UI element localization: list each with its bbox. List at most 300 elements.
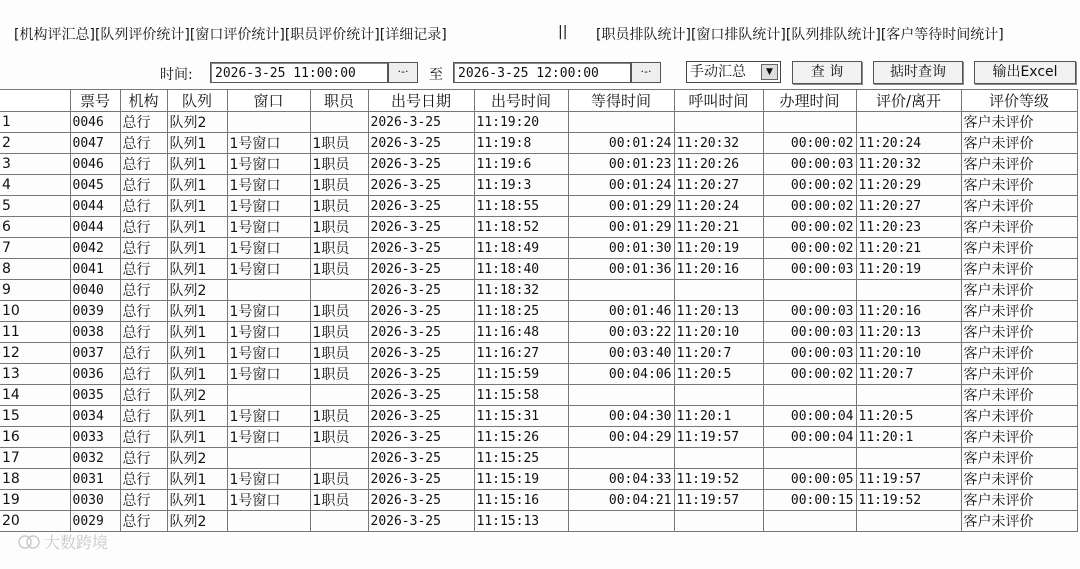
cell-eval-level: 客户未评价 xyxy=(961,406,1077,427)
nav-link-window-eval[interactable]: [窗口评价统计] xyxy=(189,27,285,43)
cell-ticket-no: 0038 xyxy=(70,322,120,343)
cell-eval-leave xyxy=(856,280,961,301)
cell-wait-time: 00:01:29 xyxy=(568,196,674,217)
cell-staff: 1职员 xyxy=(310,154,368,175)
cell-ticket-no: 0030 xyxy=(70,490,120,511)
cell-org: 总行 xyxy=(120,406,167,427)
cell-staff: 1职员 xyxy=(310,259,368,280)
cell-eval-leave: 11:20:32 xyxy=(856,154,961,175)
cell-handle-time: 00:00:02 xyxy=(763,217,856,238)
cell-org: 总行 xyxy=(120,259,167,280)
cell-wait-time: 00:04:29 xyxy=(568,427,674,448)
column-header-call-time[interactable]: 呼叫时间 xyxy=(674,90,763,112)
cell-org: 总行 xyxy=(120,112,167,133)
cell-ticket-no: 0039 xyxy=(70,301,120,322)
column-header-window[interactable]: 窗口 xyxy=(227,90,310,112)
cell-eval-level: 客户未评价 xyxy=(961,427,1077,448)
cell-staff: 1职员 xyxy=(310,490,368,511)
cell-handle-time: 00:00:02 xyxy=(763,133,856,154)
column-header-issue-time[interactable]: 出号时间 xyxy=(474,90,568,112)
cell-call-time: 11:20:21 xyxy=(674,217,763,238)
cell-issue-date: 2026-3-25 xyxy=(368,364,474,385)
table-row[interactable] xyxy=(0,175,1077,196)
cell-ticket-no: 0034 xyxy=(70,406,120,427)
cell-queue: 队列1 xyxy=(167,175,227,196)
cell-row-number: 6 xyxy=(0,217,70,238)
cell-issue-time: 11:19:3 xyxy=(474,175,568,196)
table-row[interactable] xyxy=(0,448,1077,469)
cell-org: 总行 xyxy=(120,427,167,448)
cell-eval-level: 客户未评价 xyxy=(961,385,1077,406)
cell-eval-leave: 11:20:13 xyxy=(856,322,961,343)
cell-handle-time: 00:00:04 xyxy=(763,406,856,427)
cell-wait-time xyxy=(568,448,674,469)
nav-link-queue-eval[interactable]: [队列评价统计] xyxy=(94,27,190,43)
cell-staff: 1职员 xyxy=(310,427,368,448)
cell-issue-date: 2026-3-25 xyxy=(368,511,474,532)
cell-window: 1号窗口 xyxy=(227,217,310,238)
end-time-input[interactable]: 2026-3-25 12:00:00 xyxy=(453,62,631,83)
cell-window xyxy=(227,448,310,469)
table-row[interactable] xyxy=(0,385,1077,406)
cell-org: 总行 xyxy=(120,133,167,154)
top-nav xyxy=(0,24,1080,50)
cell-org: 总行 xyxy=(120,175,167,196)
cell-window: 1号窗口 xyxy=(227,154,310,175)
cell-handle-time xyxy=(763,385,856,406)
cell-wait-time: 00:01:30 xyxy=(568,238,674,259)
cell-handle-time xyxy=(763,112,856,133)
cell-eval-level: 客户未评价 xyxy=(961,490,1077,511)
cell-issue-time: 11:15:31 xyxy=(474,406,568,427)
cell-issue-date: 2026-3-25 xyxy=(368,322,474,343)
nav-group-left xyxy=(14,24,447,44)
cell-row-number: 8 xyxy=(0,259,70,280)
column-header-ticket-no[interactable]: 票号 xyxy=(70,90,120,112)
cell-row-number: 11 xyxy=(0,322,70,343)
cell-eval-leave: 11:20:19 xyxy=(856,259,961,280)
cell-wait-time xyxy=(568,511,674,532)
cell-ticket-no: 0037 xyxy=(70,343,120,364)
cell-handle-time: 00:00:03 xyxy=(763,322,856,343)
column-header-eval-leave[interactable]: 评价/离开 xyxy=(856,90,961,112)
cell-wait-time: 00:04:30 xyxy=(568,406,674,427)
cell-issue-time: 11:15:16 xyxy=(474,490,568,511)
cell-org: 总行 xyxy=(120,448,167,469)
cell-ticket-no: 0036 xyxy=(70,364,120,385)
cell-handle-time: 00:00:03 xyxy=(763,259,856,280)
cell-queue: 队列1 xyxy=(167,196,227,217)
cell-queue: 队列2 xyxy=(167,448,227,469)
table-row[interactable] xyxy=(0,280,1077,301)
cell-ticket-no: 0041 xyxy=(70,259,120,280)
table-header-row xyxy=(0,90,1077,112)
cell-row-number: 10 xyxy=(0,301,70,322)
table-row[interactable] xyxy=(0,364,1077,385)
cell-org: 总行 xyxy=(120,280,167,301)
cell-row-number: 17 xyxy=(0,448,70,469)
cell-eval-level: 客户未评价 xyxy=(961,196,1077,217)
time-label: 时间: xyxy=(160,67,193,83)
cell-issue-date: 2026-3-25 xyxy=(368,133,474,154)
cell-window: 1号窗口 xyxy=(227,469,310,490)
cell-eval-level: 客户未评价 xyxy=(961,217,1077,238)
cell-org: 总行 xyxy=(120,196,167,217)
cell-window: 1号窗口 xyxy=(227,259,310,280)
cell-eval-leave: 11:19:57 xyxy=(856,469,961,490)
chevron-down-icon[interactable]: ▼ xyxy=(761,64,778,80)
table-row[interactable] xyxy=(0,238,1077,259)
cell-ticket-no: 0045 xyxy=(70,175,120,196)
cell-row-number: 12 xyxy=(0,343,70,364)
cell-queue: 队列1 xyxy=(167,343,227,364)
column-header-staff[interactable]: 职员 xyxy=(310,90,368,112)
cell-ticket-no: 0046 xyxy=(70,112,120,133)
cell-queue: 队列1 xyxy=(167,322,227,343)
table-row[interactable] xyxy=(0,217,1077,238)
cell-call-time: 11:19:57 xyxy=(674,427,763,448)
table-row[interactable] xyxy=(0,301,1077,322)
column-header-org[interactable]: 机构 xyxy=(120,90,167,112)
cell-queue: 队列1 xyxy=(167,259,227,280)
table-row[interactable] xyxy=(0,112,1077,133)
cell-call-time: 11:20:5 xyxy=(674,364,763,385)
cell-ticket-no: 0040 xyxy=(70,280,120,301)
cell-ticket-no: 0044 xyxy=(70,217,120,238)
cell-staff: 1职员 xyxy=(310,301,368,322)
cell-call-time: 11:19:52 xyxy=(674,469,763,490)
cell-org: 总行 xyxy=(120,343,167,364)
cell-eval-level: 客户未评价 xyxy=(961,280,1077,301)
cell-staff: 1职员 xyxy=(310,322,368,343)
cell-org: 总行 xyxy=(120,364,167,385)
cell-eval-leave: 11:20:24 xyxy=(856,133,961,154)
cell-issue-date: 2026-3-25 xyxy=(368,427,474,448)
cell-issue-time: 11:15:26 xyxy=(474,427,568,448)
cell-eval-leave: 11:20:29 xyxy=(856,175,961,196)
cell-eval-level: 客户未评价 xyxy=(961,301,1077,322)
dropdown-dots-icon: ·-· xyxy=(397,65,409,78)
cell-queue: 队列1 xyxy=(167,427,227,448)
cell-call-time xyxy=(674,448,763,469)
cell-issue-date: 2026-3-25 xyxy=(368,175,474,196)
cell-handle-time: 00:00:04 xyxy=(763,427,856,448)
cell-eval-level: 客户未评价 xyxy=(961,238,1077,259)
cell-call-time xyxy=(674,280,763,301)
cell-handle-time xyxy=(763,448,856,469)
table-row[interactable] xyxy=(0,259,1077,280)
cell-queue: 队列1 xyxy=(167,364,227,385)
cell-eval-leave: 11:20:23 xyxy=(856,217,961,238)
cell-wait-time: 00:01:46 xyxy=(568,301,674,322)
query-button[interactable]: 查 询 xyxy=(792,61,862,84)
start-time-input[interactable]: 2026-3-25 11:00:00 xyxy=(210,62,388,83)
cell-queue: 队列1 xyxy=(167,217,227,238)
cell-staff xyxy=(310,280,368,301)
cell-handle-time: 00:00:02 xyxy=(763,175,856,196)
cell-queue: 队列2 xyxy=(167,280,227,301)
cell-row-number: 4 xyxy=(0,175,70,196)
cell-wait-time: 00:01:24 xyxy=(568,133,674,154)
cell-issue-date: 2026-3-25 xyxy=(368,301,474,322)
cell-issue-time: 11:18:52 xyxy=(474,217,568,238)
cell-staff xyxy=(310,511,368,532)
cell-row-number: 20 xyxy=(0,511,70,532)
cell-wait-time: 00:04:33 xyxy=(568,469,674,490)
cell-wait-time: 00:01:29 xyxy=(568,217,674,238)
cell-handle-time: 00:00:05 xyxy=(763,469,856,490)
cell-call-time: 11:20:19 xyxy=(674,238,763,259)
cell-issue-time: 11:18:32 xyxy=(474,280,568,301)
dropdown-dots-icon: ·-· xyxy=(640,65,652,78)
nav-separator: || xyxy=(558,24,568,40)
cell-ticket-no: 0044 xyxy=(70,196,120,217)
watermark-text: 大数跨境 xyxy=(44,533,109,552)
cell-row-number: 1 xyxy=(0,112,70,133)
cell-wait-time xyxy=(568,280,674,301)
column-header-row-number[interactable] xyxy=(0,90,70,112)
cell-window xyxy=(227,112,310,133)
cell-call-time: 11:20:1 xyxy=(674,406,763,427)
cell-call-time: 11:20:13 xyxy=(674,301,763,322)
cell-issue-date: 2026-3-25 xyxy=(368,217,474,238)
cell-staff: 1职员 xyxy=(310,406,368,427)
mode-select-value: 手动汇总 xyxy=(690,64,746,80)
cell-wait-time: 00:03:22 xyxy=(568,322,674,343)
cell-eval-leave: 11:20:27 xyxy=(856,196,961,217)
cell-issue-time: 11:15:58 xyxy=(474,385,568,406)
start-time-dropdown-button[interactable] xyxy=(388,62,418,83)
cell-window xyxy=(227,511,310,532)
cell-queue: 队列1 xyxy=(167,238,227,259)
cell-staff: 1职员 xyxy=(310,469,368,490)
nav-link-staff-eval[interactable]: [职员评价统计] xyxy=(284,27,380,43)
to-label: 至 xyxy=(429,67,443,83)
cell-handle-time: 00:00:02 xyxy=(763,196,856,217)
cell-issue-date: 2026-3-25 xyxy=(368,406,474,427)
cell-call-time: 11:20:27 xyxy=(674,175,763,196)
cell-org: 总行 xyxy=(120,469,167,490)
cell-eval-leave xyxy=(856,448,961,469)
cell-row-number: 9 xyxy=(0,280,70,301)
cell-eval-leave: 11:20:5 xyxy=(856,406,961,427)
cell-ticket-no: 0029 xyxy=(70,511,120,532)
cell-wait-time xyxy=(568,112,674,133)
nav-link-org-summary[interactable]: [机构评汇总] xyxy=(14,27,95,43)
cell-staff: 1职员 xyxy=(310,133,368,154)
cell-eval-level: 客户未评价 xyxy=(961,175,1077,196)
cell-call-time xyxy=(674,112,763,133)
cell-org: 总行 xyxy=(120,301,167,322)
cell-wait-time: 00:03:40 xyxy=(568,343,674,364)
table-row[interactable] xyxy=(0,427,1077,448)
cell-window: 1号窗口 xyxy=(227,490,310,511)
table-row[interactable] xyxy=(0,490,1077,511)
cell-window: 1号窗口 xyxy=(227,427,310,448)
cell-org: 总行 xyxy=(120,490,167,511)
cell-eval-leave xyxy=(856,385,961,406)
cell-eval-level: 客户未评价 xyxy=(961,448,1077,469)
cell-wait-time: 00:04:21 xyxy=(568,490,674,511)
cell-wait-time: 00:01:23 xyxy=(568,154,674,175)
cell-issue-date: 2026-3-25 xyxy=(368,112,474,133)
cell-handle-time: 00:00:03 xyxy=(763,343,856,364)
column-header-queue[interactable]: 队列 xyxy=(167,90,227,112)
cell-window: 1号窗口 xyxy=(227,322,310,343)
cell-window: 1号窗口 xyxy=(227,343,310,364)
mode-select[interactable] xyxy=(686,61,781,83)
cell-call-time xyxy=(674,511,763,532)
cell-issue-time: 11:15:19 xyxy=(474,469,568,490)
cell-queue: 队列2 xyxy=(167,385,227,406)
cell-eval-leave: 11:20:21 xyxy=(856,238,961,259)
cell-wait-time: 00:01:36 xyxy=(568,259,674,280)
nav-link-window-queue[interactable]: [窗口排队统计] xyxy=(690,27,786,43)
cell-ticket-no: 0042 xyxy=(70,238,120,259)
cell-staff: 1职员 xyxy=(310,364,368,385)
cell-issue-time: 11:16:27 xyxy=(474,343,568,364)
cell-org: 总行 xyxy=(120,217,167,238)
cell-row-number: 5 xyxy=(0,196,70,217)
cell-window: 1号窗口 xyxy=(227,301,310,322)
filter-bar xyxy=(0,60,1080,88)
watermark-logo-icon xyxy=(18,534,40,550)
cell-issue-date: 2026-3-25 xyxy=(368,154,474,175)
table-row[interactable] xyxy=(0,322,1077,343)
cell-window: 1号窗口 xyxy=(227,406,310,427)
cell-org: 总行 xyxy=(120,322,167,343)
cell-issue-date: 2026-3-25 xyxy=(368,343,474,364)
cell-window: 1号窗口 xyxy=(227,133,310,154)
cell-org: 总行 xyxy=(120,511,167,532)
cell-issue-time: 11:19:20 xyxy=(474,112,568,133)
cell-ticket-no: 0047 xyxy=(70,133,120,154)
end-time-dropdown-button[interactable] xyxy=(631,62,661,83)
cell-row-number: 2 xyxy=(0,133,70,154)
cell-staff xyxy=(310,112,368,133)
watermark xyxy=(18,530,108,553)
cell-staff: 1职员 xyxy=(310,217,368,238)
cell-eval-leave: 11:20:1 xyxy=(856,427,961,448)
cell-ticket-no: 0031 xyxy=(70,469,120,490)
cell-handle-time xyxy=(763,280,856,301)
cell-org: 总行 xyxy=(120,154,167,175)
cell-eval-leave: 11:20:7 xyxy=(856,364,961,385)
nav-link-queue-queue[interactable]: [队列排队统计] xyxy=(785,27,881,43)
cell-row-number: 7 xyxy=(0,238,70,259)
cell-call-time: 11:20:26 xyxy=(674,154,763,175)
table-row[interactable] xyxy=(0,133,1077,154)
cell-issue-time: 11:19:6 xyxy=(474,154,568,175)
cell-row-number: 16 xyxy=(0,427,70,448)
cell-queue: 队列1 xyxy=(167,301,227,322)
column-header-eval-level[interactable]: 评价等级 xyxy=(961,90,1077,112)
cell-eval-leave: 11:20:10 xyxy=(856,343,961,364)
cell-eval-leave xyxy=(856,112,961,133)
cell-row-number: 14 xyxy=(0,385,70,406)
cell-issue-time: 11:16:48 xyxy=(474,322,568,343)
cell-eval-level: 客户未评价 xyxy=(961,112,1077,133)
cell-window: 1号窗口 xyxy=(227,364,310,385)
cell-wait-time: 00:01:24 xyxy=(568,175,674,196)
cell-eval-level: 客户未评价 xyxy=(961,154,1077,175)
cell-issue-time: 11:19:8 xyxy=(474,133,568,154)
cell-call-time: 11:20:32 xyxy=(674,133,763,154)
cell-wait-time: 00:04:06 xyxy=(568,364,674,385)
cell-staff: 1职员 xyxy=(310,175,368,196)
cell-row-number: 3 xyxy=(0,154,70,175)
cell-issue-date: 2026-3-25 xyxy=(368,385,474,406)
nav-link-detail-records[interactable]: [详细记录] xyxy=(379,27,447,43)
cell-ticket-no: 0032 xyxy=(70,448,120,469)
cell-eval-level: 客户未评价 xyxy=(961,343,1077,364)
cell-call-time: 11:20:7 xyxy=(674,343,763,364)
cell-call-time xyxy=(674,385,763,406)
cell-handle-time: 00:00:03 xyxy=(763,301,856,322)
cell-ticket-no: 0035 xyxy=(70,385,120,406)
cell-issue-date: 2026-3-25 xyxy=(368,259,474,280)
cell-window: 1号窗口 xyxy=(227,238,310,259)
cell-eval-level: 客户未评价 xyxy=(961,259,1077,280)
cell-issue-time: 11:15:59 xyxy=(474,364,568,385)
cell-eval-leave: 11:20:16 xyxy=(856,301,961,322)
cell-window xyxy=(227,280,310,301)
nav-group-right xyxy=(596,24,1004,44)
cell-window xyxy=(227,385,310,406)
cell-eval-leave: 11:19:52 xyxy=(856,490,961,511)
cell-staff xyxy=(310,448,368,469)
records-table xyxy=(0,89,1078,532)
cell-queue: 队列1 xyxy=(167,490,227,511)
cell-queue: 队列2 xyxy=(167,511,227,532)
cell-issue-time: 11:18:40 xyxy=(474,259,568,280)
timed-query-button[interactable]: 掂时查询 xyxy=(873,61,963,84)
cell-ticket-no: 0033 xyxy=(70,427,120,448)
column-header-wait-time[interactable]: 等得时间 xyxy=(568,90,674,112)
table-row[interactable] xyxy=(0,406,1077,427)
cell-issue-time: 11:18:49 xyxy=(474,238,568,259)
cell-eval-level: 客户未评价 xyxy=(961,364,1077,385)
table-row[interactable] xyxy=(0,154,1077,175)
cell-row-number: 15 xyxy=(0,406,70,427)
column-header-handle-time[interactable]: 办理时间 xyxy=(763,90,856,112)
cell-issue-date: 2026-3-25 xyxy=(368,280,474,301)
column-header-issue-date[interactable]: 出号日期 xyxy=(368,90,474,112)
cell-issue-date: 2026-3-25 xyxy=(368,448,474,469)
cell-eval-level: 客户未评价 xyxy=(961,469,1077,490)
cell-window: 1号窗口 xyxy=(227,175,310,196)
table-row[interactable] xyxy=(0,511,1077,532)
cell-handle-time: 00:00:03 xyxy=(763,154,856,175)
cell-staff: 1职员 xyxy=(310,343,368,364)
cell-handle-time: 00:00:02 xyxy=(763,364,856,385)
nav-link-staff-queue[interactable]: [职员排队统计] xyxy=(596,27,691,43)
cell-call-time: 11:20:10 xyxy=(674,322,763,343)
export-excel-button[interactable]: 输出Excel xyxy=(974,61,1076,84)
cell-queue: 队列1 xyxy=(167,406,227,427)
table-row[interactable] xyxy=(0,196,1077,217)
cell-staff xyxy=(310,385,368,406)
table-row[interactable] xyxy=(0,343,1077,364)
cell-queue: 队列2 xyxy=(167,112,227,133)
cell-issue-time: 11:18:25 xyxy=(474,301,568,322)
cell-issue-date: 2026-3-25 xyxy=(368,196,474,217)
table-row[interactable] xyxy=(0,469,1077,490)
cell-queue: 队列1 xyxy=(167,469,227,490)
nav-link-wait-time[interactable]: [客户等待时间统计] xyxy=(880,27,1004,43)
cell-staff: 1职员 xyxy=(310,196,368,217)
cell-call-time: 11:20:24 xyxy=(674,196,763,217)
